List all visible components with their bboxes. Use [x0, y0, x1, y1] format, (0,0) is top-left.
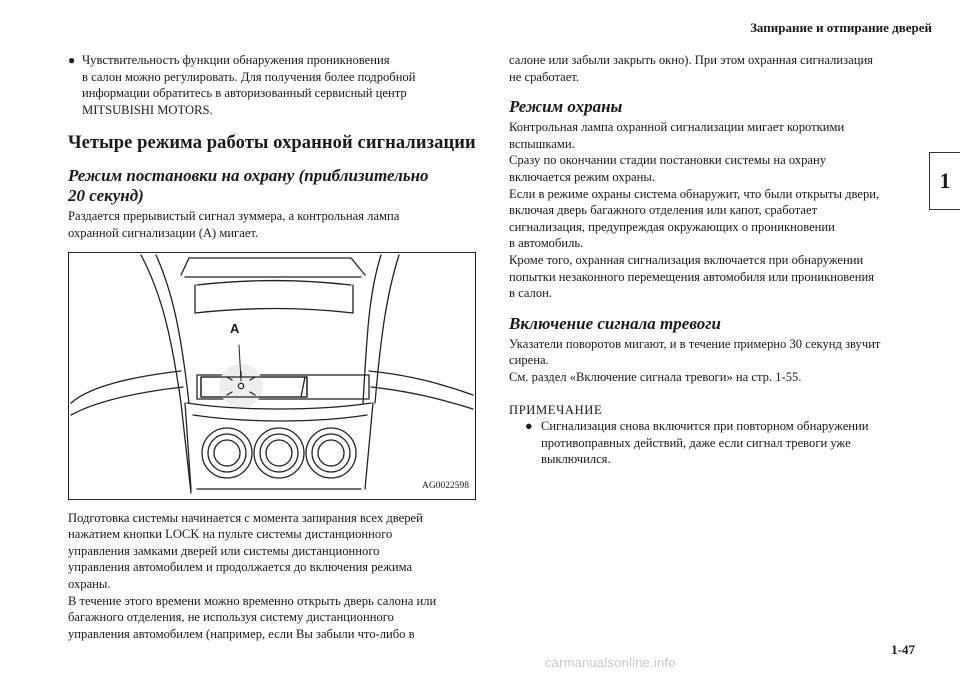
text-line: Если в режиме охраны система обнаружит, что были открыты двери,: [509, 186, 880, 201]
continuation-text: [509, 52, 914, 85]
dashboard-illustration: [68, 252, 476, 500]
text-line: в салон.: [509, 286, 553, 301]
text-line: См. раздел «Включение сигнала тревоги» на стр. 1-55.: [509, 369, 802, 384]
note-line: противоправных действий, даже если сигнал тревоги уже: [541, 435, 851, 450]
alarm-text: [509, 336, 914, 386]
text-line: Кроме того, охранная сигнализация включается при обнаружении: [509, 252, 864, 267]
text-line: не сработает.: [509, 69, 580, 84]
text-line: В течение этого времени можно временно открыть дверь салона или: [68, 593, 437, 608]
intro-bullet: [68, 52, 476, 118]
subsection-title-line: Режим постановки на охрану (приблизительно: [68, 166, 429, 186]
text-line: Раздается прерывистый сигнал зуммера, а контрольная лампа: [68, 209, 400, 224]
text-line: включается режим охраны.: [509, 169, 655, 184]
subsection-title-armed: Режим охраны: [509, 97, 623, 117]
intro-line: Чувствительность функции обнаружения проникновения: [82, 53, 390, 67]
text-line: управления замками дверей или системы дистанционного: [68, 543, 380, 558]
note-label: ПРИМЕЧАНИЕ: [509, 402, 603, 417]
figure-callout-label: A: [230, 320, 240, 336]
subsection-title-alarm: Включение сигнала тревоги: [509, 313, 721, 333]
text-line: вспышками.: [509, 136, 575, 151]
text-line: управления автомобилем и продолжается до включения режима: [68, 560, 413, 575]
figure-code: AG0022598: [422, 480, 469, 491]
page-number: 1-47: [891, 642, 915, 657]
subsection-title-line: 20 секунд): [68, 186, 144, 206]
note-line: выключился.: [541, 452, 611, 467]
dashboard-drawing: [69, 253, 475, 499]
text-line: Указатели поворотов мигают, и в течение примерно 30 секунд звучит: [509, 336, 881, 351]
arming-text: [68, 208, 476, 241]
text-line: в автомобиль.: [509, 236, 584, 251]
watermark: carmanualsonline.info: [545, 655, 676, 670]
intro-line: MITSUBISHI MOTORS.: [82, 102, 213, 117]
text-line: управления автомобилем (например, если Вы забыли что-либо в: [68, 626, 415, 641]
text-line: сирена.: [509, 353, 549, 368]
chapter-tab: 1: [929, 152, 960, 210]
bullet-icon: ●: [525, 419, 533, 434]
intro-line: в салон можно регулировать. Для получения более подробной: [82, 69, 416, 84]
text-line: охраны.: [68, 576, 111, 591]
text-line: Подготовка системы начинается с момента запирания всех дверей: [68, 510, 423, 525]
note-line: Сигнализация снова включится при повторном обнаружении: [541, 419, 869, 434]
right-column: [509, 52, 914, 468]
note-bullet: [509, 418, 914, 468]
text-line: салоне или забыли закрыть окно). При этом охранная сигнализация: [509, 53, 873, 67]
section-title: Четыре режима работы охранной сигнализации: [68, 133, 476, 154]
text-line: Сразу по окончании стадии постановки системы на охрану: [509, 153, 827, 168]
text-line: сигнализация, предупреждая окружающих о проникновении: [509, 219, 835, 234]
text-line: нажатием кнопки LOCK на пульте системы дистанционного: [68, 527, 393, 542]
armed-text: [509, 119, 914, 302]
page-header-title: Запирание и отпирание дверей: [750, 20, 932, 35]
text-line: багажного отделения, не используя систему дистанционного: [68, 610, 394, 625]
text-line: попытки незаконного перемещения автомобиля или проникновения: [509, 269, 874, 284]
intro-line: информации обратитесь в авторизованный сервисный центр: [82, 86, 407, 101]
text-line: охранной сигнализации (А) мигает.: [68, 225, 259, 240]
arming-description: [68, 510, 476, 643]
bullet-icon: ●: [68, 53, 76, 67]
text-line: Контрольная лампа охранной сигнализации мигает короткими: [509, 120, 845, 135]
text-line: включая дверь багажного отделения или капот, сработает: [509, 203, 818, 218]
left-column: [68, 52, 476, 642]
subsection-title-arming: [68, 166, 476, 206]
